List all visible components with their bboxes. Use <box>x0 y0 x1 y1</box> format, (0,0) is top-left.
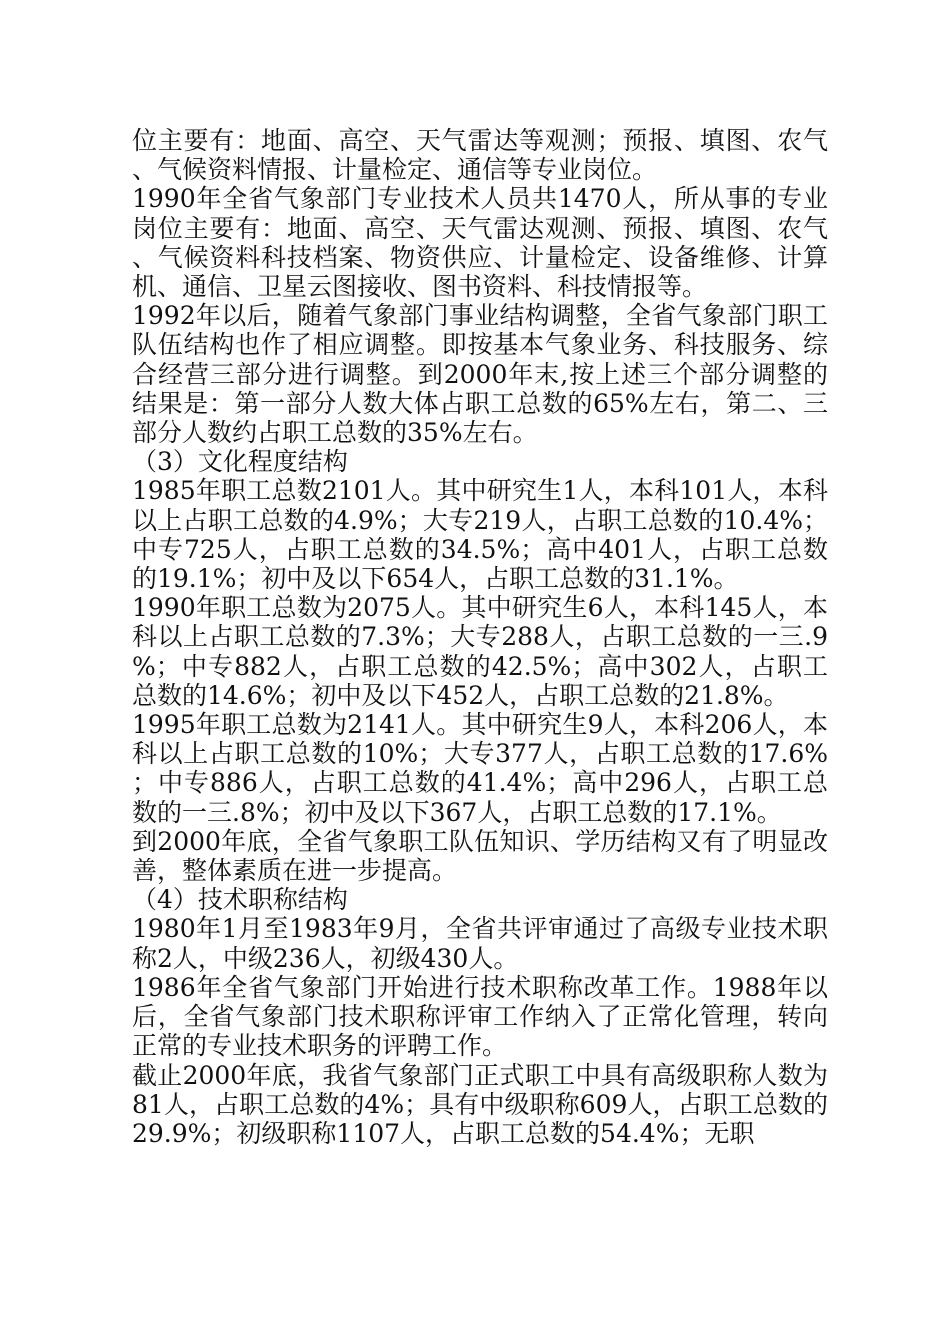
document-page <box>132 126 828 1148</box>
paragraph-2000-improvement: 到2000年底，全省气象职工队伍知识、学历结构又有了明显改善，整体素质在进一步提高。 <box>132 826 828 886</box>
section-heading-education-structure: （3）文化程度结构 <box>132 447 348 477</box>
paragraph-1990-education: 1990年职工总数为2075人。其中研究生6人，本科145人，本科以上占职工总数的7.3%；大专288人，占职工总数的一三.9%；中专882人，占职工总数的42.5%；高中302人，占职工总数的14.6%；初中及以下452人，占职工总数的21.8%。 <box>132 593 828 710</box>
section-heading-title-structure: （4）技术职称结构 <box>132 885 348 915</box>
paragraph-2000-titles: 截止2000年底，我省气象部门正式职工中具有高级职称人数为81人，占职工总数的4%；具有中级职称609人，占职工总数的29.9%；初级职称1107人，占职工总数的54.4%；无职 <box>132 1060 828 1148</box>
paragraph-1992-restructuring: 1992年以后，随着气象部门事业结构调整，全省气象部门职工队伍结构也作了相应调整。即按基本气象业务、科技服务、综合经营三部分进行调整。到2000年末,按上述三个部分调整的结果是：第一部分人数大体占职工总数的65%左右，第二、三部分人数约占职工总数的35%左右。 <box>132 301 828 448</box>
paragraph-1985-education: 1985年职工总数2101人。其中研究生1人，本科101人，本科以上占职工总数的4.9%；大专219人，占职工总数的10.4%；中专725人，占职工总数的34.5%；高中401人，占职工总数的19.1%；初中及以下654人，占职工总数的31.1%。 <box>132 476 828 594</box>
paragraph-1986-reform: 1986年全省气象部门开始进行技术职称改革工作。1988年以后，全省气象部门技术职称评审工作纳入了正常化管理，转向正常的专业技术职务的评聘工作。 <box>132 972 828 1061</box>
paragraph-1990-technical-staff: 1990年全省气象部门专业技术人员共1470人，所从事的专业岗位主要有：地面、高空、天气雷达观测、预报、填图、农气、气候资料科技档案、物资供应、计量检定、设备维修、计算机、通信、卫星云图接收、图书资料、科技情报等。 <box>132 184 828 302</box>
paragraph-1980-1983-titles: 1980年1月至1983年9月，全省共评审通过了高级专业技术职称2人，中级236人，初级430人。 <box>132 914 828 973</box>
paragraph-positions-continued: 位主要有：地面、高空、天气雷达等观测；预报、填图、农气、气候资料情报、计量检定、通信等专业岗位。 <box>132 126 828 185</box>
paragraph-1995-education: 1995年职工总数为2141人。其中研究生9人，本科206人，本科以上占职工总数的10%；大专377人，占职工总数的17.6%；中专886人，占职工总数的41.4%；高中296人，占职工总数的一三.8%；初中及以下367人，占职工总数的17.1%。 <box>132 710 828 827</box>
